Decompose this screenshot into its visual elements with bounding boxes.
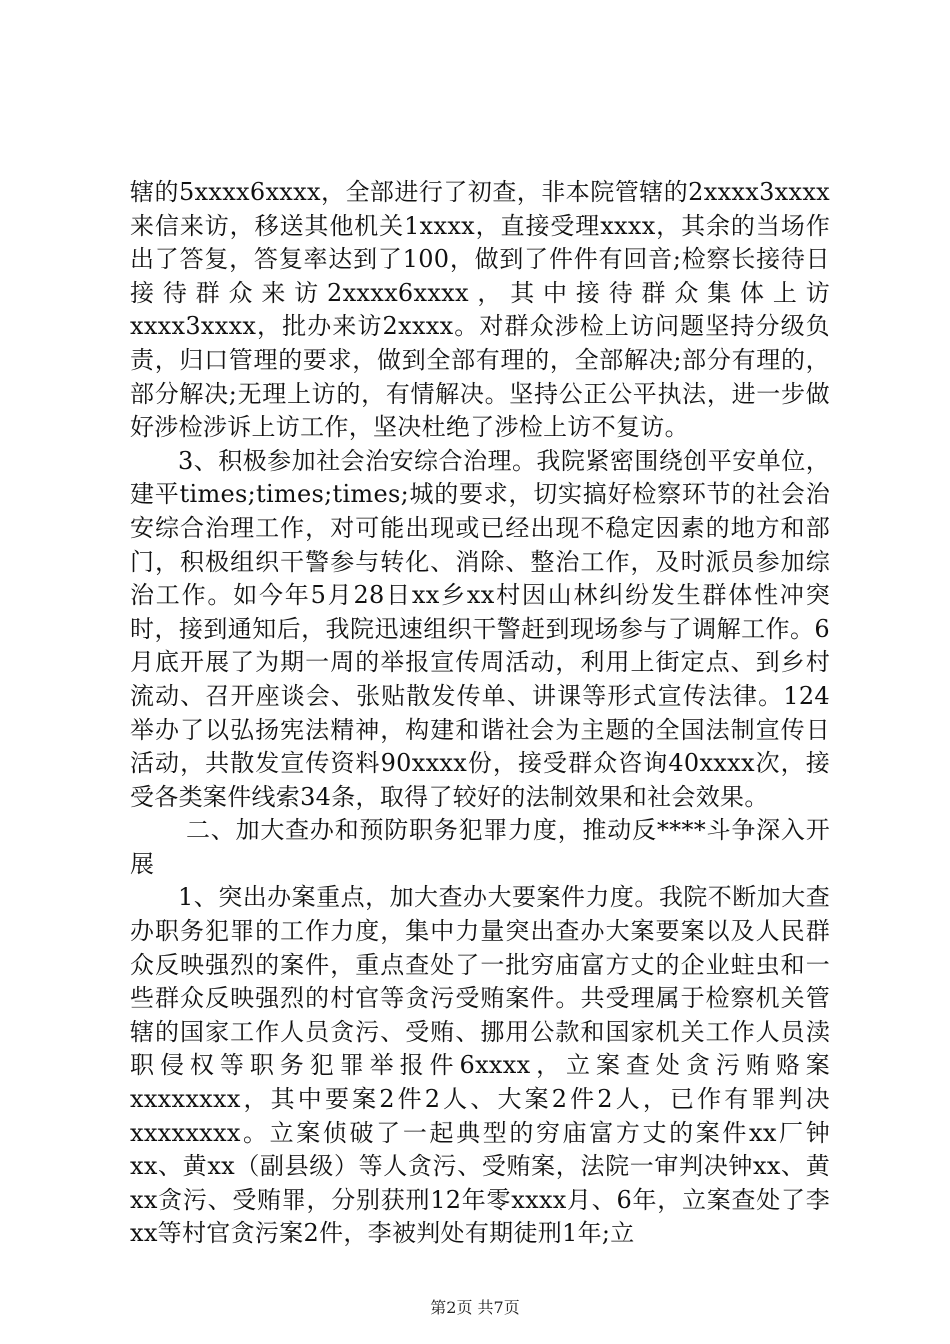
section-heading-two: 二、加大查办和预防职务犯罪力度，推动反****斗争深入开展: [130, 816, 830, 878]
paragraph-public-security: 3、积极参加社会治安综合治理。我院紧密围绕创平安单位，建平times;times;times;城的要求，切实搞好检察环节的社会治安综合治理工作，对可能出现或已经出现不稳定因素的地方和部门，积极组织干警参与转化、消除、整治工作，及时派员参加综治工作。如今年5月28日xx乡xx村因山林纠纷发生群体性冲突时，接到通知后，我院迅速组织干警赶到现场参与了调解工作。6月底开展了为期一周的举报宣传周活动，利用上街定点、到乡村流动、召开座谈会、张贴散发传单、讲课等形式宣传法律。124举办了以弘扬宪法精神，构建和谐社会为主题的全国法制宣传日活动，共散发宣传资料90xxxx份，接受群众咨询40xxxx次，接受各类案件线索34条，取得了较好的法制效果和社会效果。: [130, 446, 830, 811]
paragraph-letters-visits: 辖的5xxxx6xxxx，全部进行了初查，非本院管辖的2xxxx3xxxx来信来访，移送其他机关1xxxx，直接受理xxxx，其余的当场作出了答复，答复率达到了100，做到了件件有回音;检察长接待日接待群众来访2xxxx6xxxx，其中接待群众集体上访xxxx3xxxx，批办来访2xxxx。对群众涉检上访问题坚持分级负责，归口管理的要求，做到全部有理的，全部解决;部分有理的，部分解决;无理上访的，有情解决。坚持公正公平执法，进一步做好涉检涉诉上访工作，坚决杜绝了涉检上访不复访。: [130, 178, 830, 442]
page-footer: 第2页 共7页: [430, 1298, 520, 1317]
paragraph-major-cases: 1、突出办案重点，加大查办大要案件力度。我院不断加大查办职务犯罪的工作力度，集中力量突出查办大案要案以及人民群众反映强烈的案件，重点查处了一批穷庙富方丈的企业蛀虫和一些群众反映强烈的村官等贪污受贿案件。共受理属于检察机关管辖的国家工作人员贪污、受贿、挪用公款和国家机关工作人员渎职侵权等职务犯罪举报件6xxxx，立案查处贪污贿赂案xxxxxxxx，其中要案2件2人、大案2件2人，已作有罪判决xxxxxxxx。立案侦破了一起典型的穷庙富方丈的案件xx厂钟xx、黄xx（副县级）等人贪污、受贿案，法院一审判决钟xx、黄xx贪污、受贿罪，分别获刑12年零xxxx月、6年，立案查处了李xx等村官贪污案2件，李被判处有期徒刑1年;立: [130, 883, 830, 1248]
document-body: [130, 176, 830, 1251]
